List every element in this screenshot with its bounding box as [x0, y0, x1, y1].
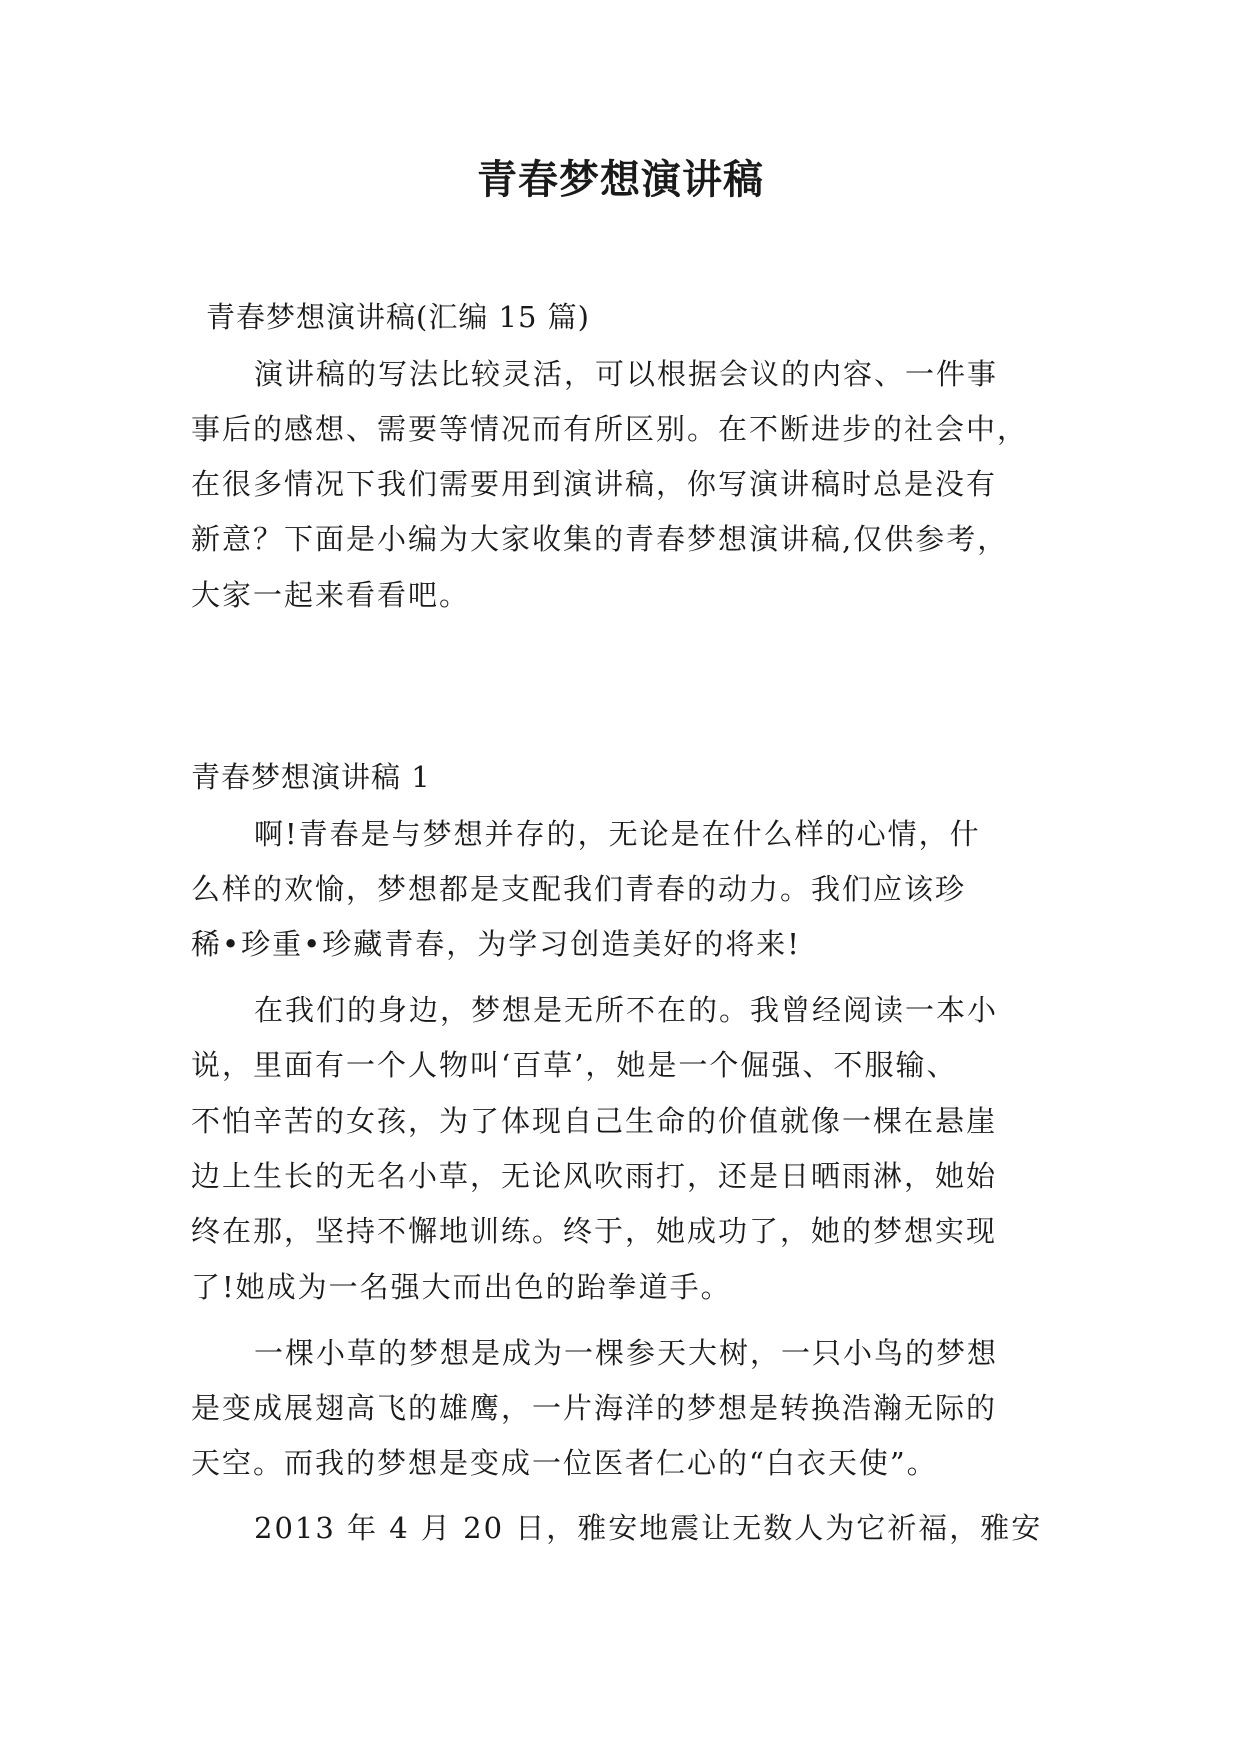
document-title: 青春梦想演讲稿: [477, 157, 764, 203]
paragraph-line: 边上生长的无名小草，无论风吹雨打，还是日晒雨淋，她始: [191, 1159, 998, 1193]
paragraph-line: 不怕辛苦的女孩，为了体现自己生命的价值就像一棵在悬崖: [191, 1104, 998, 1138]
document-subtitle: 青春梦想演讲稿(汇编 15 篇): [206, 300, 590, 334]
paragraph-line: 2013 年 4 月 20 日，雅安地震让无数人为它祈福，雅安: [254, 1511, 1043, 1545]
paragraph-line: 说，里面有一个人物叫‘百草’，她是一个倔强、不服输、: [191, 1048, 958, 1082]
intro-line: 事后的感想、需要等情况而有所区别。在不断进步的社会中，: [191, 412, 1029, 446]
paragraph-line: 一棵小草的梦想是成为一棵参天大树，一只小鸟的梦想: [254, 1336, 999, 1370]
paragraph-line: 啊!青春是与梦想并存的，无论是在什么样的心情，什: [254, 817, 981, 851]
paragraph-line: 了!她成为一名强大而出色的跆拳道手。: [191, 1270, 732, 1304]
intro-line: 大家一起来看看吧。: [191, 578, 471, 612]
paragraph-line: 是变成展翅高飞的雄鹰，一片海洋的梦想是转换浩瀚无际的: [191, 1391, 998, 1425]
paragraph-line: 在我们的身边，梦想是无所不在的。我曾经阅读一本小: [254, 993, 999, 1027]
paragraph-line: 么样的欢愉，梦想都是支配我们青春的动力。我们应该珍: [191, 872, 967, 906]
intro-line: 在很多情况下我们需要用到演讲稿，你写演讲稿时总是没有: [191, 467, 998, 501]
intro-line: 新意？下面是小编为大家收集的青春梦想演讲稿,仅供参考，: [191, 522, 1009, 556]
paragraph-line: 终在那，坚持不懈地训练。终于，她成功了，她的梦想实现: [191, 1214, 998, 1248]
paragraph-line: 天空。而我的梦想是变成一位医者仁心的“白衣天使”。: [191, 1446, 938, 1480]
paragraph-line: 稀•珍重•珍藏青春，为学习创造美好的将来!: [191, 927, 801, 961]
intro-line: 演讲稿的写法比较灵活，可以根据会议的内容、一件事: [254, 357, 999, 391]
section-heading: 青春梦想演讲稿 1: [191, 760, 431, 794]
